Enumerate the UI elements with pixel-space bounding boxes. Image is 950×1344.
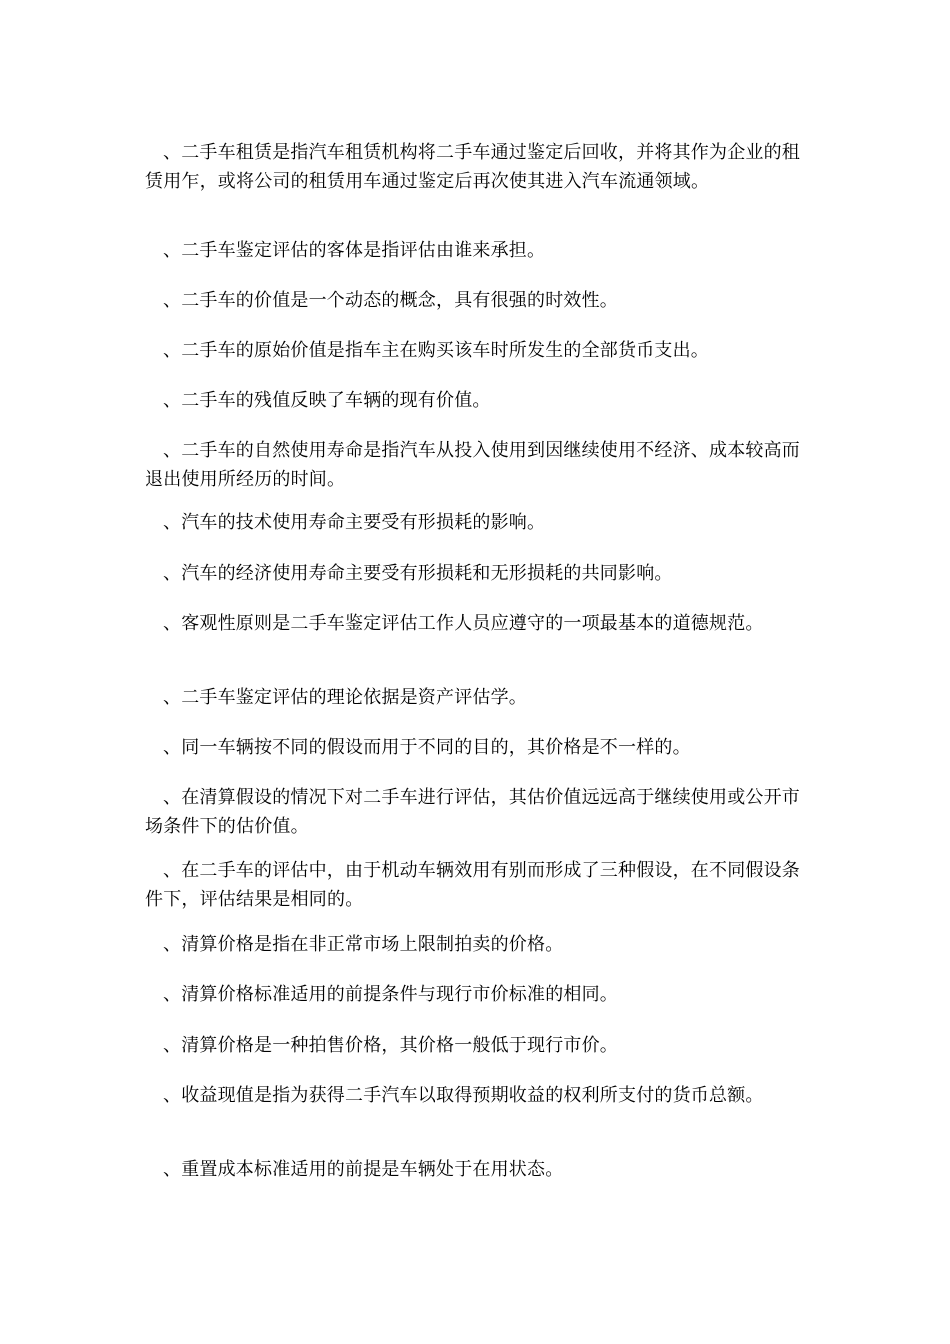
paragraph-item-1: 、二手车租赁是指汽车租赁机构将二手车通过鉴定后回收，并将其作为企业的租赁用乍，或将公司的租赁用车通过鉴定后再次使其进入汽车流通领域。 [145, 142, 800, 192]
paragraph-item-9: 、客观性原则是二手车鉴定评估工作人员应遵守的一项最基本的道德规范。 [163, 613, 764, 634]
paragraph-item-13: 、在二手车的评估中，由于机动车辆效用有别而形成了三种假设，在不同假设条件下，评估结果是相同的。 [145, 860, 800, 910]
paragraph-item-2: 、二手车鉴定评估的客体是指评估由谁来承担。 [163, 240, 546, 261]
paragraph-item-3: 、二手车的价值是一个动态的概念，具有很强的时效性。 [163, 290, 618, 311]
paragraph-item-6: 、二手车的自然使用寿命是指汽车从投入使用到因继续使用不经济、成本较高而退出使用所经历的时间。 [145, 440, 800, 490]
paragraph-item-8: 、汽车的经济使用寿命主要受有形损耗和无形损耗的共同影响。 [163, 563, 673, 584]
paragraph-item-12: 、在清算假设的情况下对二手车进行评估，其估价值远远高于继续使用或公开市场条件下的估价值。 [145, 787, 800, 837]
paragraph-item-10: 、二手车鉴定评估的理论依据是资产评估学。 [163, 687, 527, 708]
paragraph-item-14: 、清算价格是指在非正常市场上限制拍卖的价格。 [163, 934, 564, 955]
paragraph-item-5: 、二手车的残值反映了车辆的现有价值。 [163, 390, 491, 411]
paragraph-item-16: 、清算价格是一种拍售价格，其价格一般低于现行市价。 [163, 1035, 618, 1056]
paragraph-item-17: 、收益现值是指为获得二手汽车以取得预期收益的权利所支付的货币总额。 [163, 1085, 764, 1106]
paragraph-item-18: 、重置成本标准适用的前提是车辆处于在用状态。 [163, 1159, 564, 1180]
paragraph-item-15: 、清算价格标准适用的前提条件与现行市价标准的相同。 [163, 984, 618, 1005]
paragraph-item-4: 、二手车的原始价值是指车主在购买该车时所发生的全部货币支出。 [163, 340, 709, 361]
paragraph-item-7: 、汽车的技术使用寿命主要受有形损耗的影响。 [163, 512, 546, 533]
paragraph-item-11: 、同一车辆按不同的假设而用于不同的目的，其价格是不一样的。 [163, 737, 691, 758]
